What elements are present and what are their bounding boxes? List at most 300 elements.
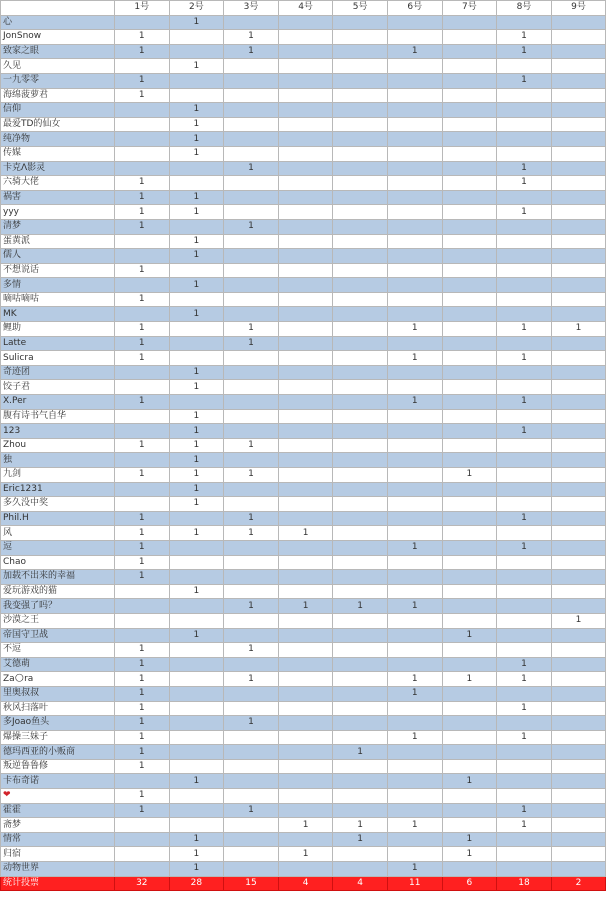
- vote-cell[interactable]: [387, 336, 442, 351]
- name-cell[interactable]: 卡布奇诺: [1, 774, 115, 789]
- total-cell[interactable]: 2: [551, 876, 606, 891]
- vote-cell[interactable]: [387, 205, 442, 220]
- vote-cell[interactable]: [442, 409, 497, 424]
- vote-cell[interactable]: [278, 219, 333, 234]
- vote-cell[interactable]: [497, 832, 552, 847]
- vote-cell[interactable]: [224, 628, 279, 643]
- vote-cell[interactable]: 1: [497, 672, 552, 687]
- vote-cell[interactable]: [224, 818, 279, 833]
- name-cell[interactable]: 123: [1, 424, 115, 439]
- vote-cell[interactable]: [333, 205, 388, 220]
- vote-cell[interactable]: [497, 774, 552, 789]
- vote-cell[interactable]: [442, 745, 497, 760]
- vote-cell[interactable]: [442, 161, 497, 176]
- vote-cell[interactable]: [551, 497, 606, 512]
- vote-cell[interactable]: [278, 657, 333, 672]
- name-cell[interactable]: 儒人: [1, 249, 115, 264]
- vote-cell[interactable]: [278, 15, 333, 30]
- vote-cell[interactable]: 1: [497, 351, 552, 366]
- vote-cell[interactable]: 1: [224, 511, 279, 526]
- vote-cell[interactable]: [442, 380, 497, 395]
- vote-cell[interactable]: [497, 643, 552, 658]
- name-cell[interactable]: 九剑: [1, 468, 115, 483]
- vote-cell[interactable]: [224, 774, 279, 789]
- vote-cell[interactable]: 1: [115, 219, 170, 234]
- vote-cell[interactable]: [333, 190, 388, 205]
- vote-cell[interactable]: [442, 263, 497, 278]
- vote-cell[interactable]: [333, 847, 388, 862]
- vote-cell[interactable]: [224, 686, 279, 701]
- vote-cell[interactable]: 1: [169, 15, 224, 30]
- vote-cell[interactable]: [333, 789, 388, 804]
- vote-cell[interactable]: [551, 395, 606, 410]
- vote-cell[interactable]: [278, 497, 333, 512]
- vote-cell[interactable]: [278, 73, 333, 88]
- vote-cell[interactable]: [551, 745, 606, 760]
- vote-cell[interactable]: 1: [387, 599, 442, 614]
- vote-cell[interactable]: [333, 570, 388, 585]
- vote-cell[interactable]: 1: [497, 44, 552, 59]
- vote-cell[interactable]: 1: [497, 701, 552, 716]
- vote-cell[interactable]: [278, 161, 333, 176]
- vote-cell[interactable]: [442, 117, 497, 132]
- vote-cell[interactable]: [387, 59, 442, 74]
- vote-cell[interactable]: 1: [224, 643, 279, 658]
- name-cell[interactable]: 帝国守卫战: [1, 628, 115, 643]
- vote-cell[interactable]: [551, 643, 606, 658]
- vote-cell[interactable]: [387, 701, 442, 716]
- vote-cell[interactable]: 1: [224, 672, 279, 687]
- name-cell[interactable]: 一九零零: [1, 73, 115, 88]
- vote-cell[interactable]: [224, 117, 279, 132]
- vote-cell[interactable]: [115, 409, 170, 424]
- vote-cell[interactable]: [333, 117, 388, 132]
- vote-cell[interactable]: [497, 263, 552, 278]
- vote-cell[interactable]: [278, 511, 333, 526]
- vote-cell[interactable]: 1: [115, 570, 170, 585]
- vote-cell[interactable]: [551, 380, 606, 395]
- vote-cell[interactable]: [169, 745, 224, 760]
- vote-cell[interactable]: [333, 468, 388, 483]
- name-cell[interactable]: 久见: [1, 59, 115, 74]
- vote-cell[interactable]: 1: [169, 468, 224, 483]
- vote-cell[interactable]: [551, 584, 606, 599]
- vote-cell[interactable]: [551, 774, 606, 789]
- name-cell[interactable]: 腹有诗书气自华: [1, 409, 115, 424]
- vote-cell[interactable]: [224, 570, 279, 585]
- vote-cell[interactable]: 1: [224, 336, 279, 351]
- vote-cell[interactable]: [387, 745, 442, 760]
- name-cell[interactable]: ❤: [1, 789, 115, 804]
- vote-cell[interactable]: [224, 789, 279, 804]
- vote-cell[interactable]: [551, 789, 606, 804]
- vote-cell[interactable]: 1: [115, 511, 170, 526]
- vote-cell[interactable]: [278, 759, 333, 774]
- name-cell[interactable]: 鲤助: [1, 322, 115, 337]
- vote-cell[interactable]: 1: [387, 672, 442, 687]
- vote-cell[interactable]: 1: [333, 832, 388, 847]
- vote-cell[interactable]: [551, 365, 606, 380]
- vote-cell[interactable]: [169, 395, 224, 410]
- vote-cell[interactable]: [551, 862, 606, 877]
- vote-cell[interactable]: 1: [169, 424, 224, 439]
- vote-cell[interactable]: [551, 263, 606, 278]
- vote-cell[interactable]: [551, 146, 606, 161]
- vote-cell[interactable]: [551, 190, 606, 205]
- header-cell[interactable]: 8号: [497, 1, 552, 16]
- vote-cell[interactable]: [551, 818, 606, 833]
- header-cell[interactable]: 1号: [115, 1, 170, 16]
- header-cell[interactable]: 4号: [278, 1, 333, 16]
- vote-cell[interactable]: [442, 657, 497, 672]
- vote-cell[interactable]: [278, 249, 333, 264]
- vote-cell[interactable]: 1: [333, 745, 388, 760]
- vote-cell[interactable]: [169, 555, 224, 570]
- vote-cell[interactable]: [333, 59, 388, 74]
- vote-cell[interactable]: [387, 526, 442, 541]
- vote-cell[interactable]: 1: [115, 526, 170, 541]
- vote-cell[interactable]: 1: [169, 380, 224, 395]
- vote-cell[interactable]: [442, 584, 497, 599]
- vote-cell[interactable]: [115, 103, 170, 118]
- vote-cell[interactable]: [333, 176, 388, 191]
- vote-cell[interactable]: 1: [169, 453, 224, 468]
- vote-cell[interactable]: [333, 161, 388, 176]
- vote-cell[interactable]: [551, 161, 606, 176]
- vote-cell[interactable]: [442, 103, 497, 118]
- vote-cell[interactable]: [387, 190, 442, 205]
- name-cell[interactable]: 不逗: [1, 643, 115, 658]
- vote-cell[interactable]: [278, 409, 333, 424]
- vote-cell[interactable]: [551, 219, 606, 234]
- vote-cell[interactable]: [551, 30, 606, 45]
- vote-cell[interactable]: 1: [442, 672, 497, 687]
- vote-cell[interactable]: [115, 628, 170, 643]
- vote-cell[interactable]: [278, 132, 333, 147]
- vote-cell[interactable]: 1: [551, 613, 606, 628]
- vote-cell[interactable]: [333, 278, 388, 293]
- vote-cell[interactable]: [442, 526, 497, 541]
- vote-cell[interactable]: [333, 292, 388, 307]
- vote-cell[interactable]: [497, 380, 552, 395]
- vote-cell[interactable]: [224, 146, 279, 161]
- vote-cell[interactable]: [224, 540, 279, 555]
- vote-cell[interactable]: 1: [115, 73, 170, 88]
- vote-cell[interactable]: [442, 730, 497, 745]
- vote-cell[interactable]: [551, 453, 606, 468]
- vote-cell[interactable]: [497, 307, 552, 322]
- vote-cell[interactable]: [497, 526, 552, 541]
- name-cell[interactable]: Zhou: [1, 438, 115, 453]
- vote-cell[interactable]: [387, 117, 442, 132]
- vote-cell[interactable]: 1: [115, 657, 170, 672]
- vote-cell[interactable]: [115, 59, 170, 74]
- vote-cell[interactable]: [333, 409, 388, 424]
- vote-cell[interactable]: 1: [169, 307, 224, 322]
- vote-cell[interactable]: 1: [169, 526, 224, 541]
- vote-cell[interactable]: [169, 219, 224, 234]
- vote-cell[interactable]: 1: [333, 599, 388, 614]
- vote-cell[interactable]: [333, 584, 388, 599]
- name-cell[interactable]: 不想说话: [1, 263, 115, 278]
- vote-cell[interactable]: [442, 176, 497, 191]
- vote-cell[interactable]: [278, 628, 333, 643]
- vote-cell[interactable]: [387, 380, 442, 395]
- vote-cell[interactable]: [333, 482, 388, 497]
- vote-cell[interactable]: [278, 803, 333, 818]
- name-cell[interactable]: JonSnow: [1, 30, 115, 45]
- vote-cell[interactable]: 1: [387, 730, 442, 745]
- vote-cell[interactable]: [224, 15, 279, 30]
- vote-cell[interactable]: 1: [387, 351, 442, 366]
- vote-cell[interactable]: [387, 176, 442, 191]
- vote-cell[interactable]: [224, 234, 279, 249]
- vote-cell[interactable]: 1: [442, 628, 497, 643]
- name-cell[interactable]: MK: [1, 307, 115, 322]
- vote-cell[interactable]: [442, 497, 497, 512]
- vote-cell[interactable]: [497, 292, 552, 307]
- vote-cell[interactable]: [497, 190, 552, 205]
- vote-cell[interactable]: [333, 686, 388, 701]
- vote-cell[interactable]: [551, 307, 606, 322]
- vote-cell[interactable]: [224, 409, 279, 424]
- vote-cell[interactable]: [115, 482, 170, 497]
- vote-cell[interactable]: [442, 701, 497, 716]
- vote-cell[interactable]: [497, 103, 552, 118]
- vote-cell[interactable]: [115, 584, 170, 599]
- vote-cell[interactable]: [278, 862, 333, 877]
- vote-cell[interactable]: [278, 482, 333, 497]
- vote-cell[interactable]: [278, 322, 333, 337]
- vote-cell[interactable]: [169, 716, 224, 731]
- vote-cell[interactable]: [551, 657, 606, 672]
- vote-cell[interactable]: [442, 219, 497, 234]
- vote-cell[interactable]: 1: [278, 599, 333, 614]
- vote-cell[interactable]: [224, 424, 279, 439]
- vote-cell[interactable]: [333, 234, 388, 249]
- vote-cell[interactable]: [169, 672, 224, 687]
- vote-cell[interactable]: [224, 862, 279, 877]
- total-cell[interactable]: 4: [278, 876, 333, 891]
- vote-cell[interactable]: [387, 584, 442, 599]
- vote-cell[interactable]: 1: [442, 468, 497, 483]
- vote-cell[interactable]: [497, 716, 552, 731]
- name-cell[interactable]: 多Joao鱼头: [1, 716, 115, 731]
- vote-cell[interactable]: [442, 759, 497, 774]
- vote-cell[interactable]: [551, 482, 606, 497]
- vote-cell[interactable]: [115, 161, 170, 176]
- vote-cell[interactable]: [387, 570, 442, 585]
- vote-cell[interactable]: [224, 73, 279, 88]
- total-cell[interactable]: 4: [333, 876, 388, 891]
- vote-cell[interactable]: [551, 701, 606, 716]
- total-cell[interactable]: 6: [442, 876, 497, 891]
- vote-cell[interactable]: [387, 613, 442, 628]
- vote-cell[interactable]: [497, 278, 552, 293]
- vote-cell[interactable]: 1: [333, 818, 388, 833]
- name-cell[interactable]: Eric1231: [1, 482, 115, 497]
- vote-cell[interactable]: [278, 613, 333, 628]
- vote-cell[interactable]: 1: [115, 468, 170, 483]
- vote-cell[interactable]: 1: [387, 862, 442, 877]
- vote-cell[interactable]: [333, 540, 388, 555]
- vote-cell[interactable]: [169, 570, 224, 585]
- vote-cell[interactable]: [551, 424, 606, 439]
- vote-cell[interactable]: [442, 73, 497, 88]
- vote-cell[interactable]: [497, 249, 552, 264]
- vote-cell[interactable]: [551, 468, 606, 483]
- vote-cell[interactable]: [224, 395, 279, 410]
- vote-cell[interactable]: [387, 263, 442, 278]
- vote-cell[interactable]: [442, 205, 497, 220]
- vote-cell[interactable]: [224, 292, 279, 307]
- vote-cell[interactable]: 1: [115, 395, 170, 410]
- vote-cell[interactable]: [115, 278, 170, 293]
- vote-cell[interactable]: [333, 862, 388, 877]
- vote-cell[interactable]: 1: [115, 30, 170, 45]
- name-cell[interactable]: 最爱TD的仙女: [1, 117, 115, 132]
- vote-cell[interactable]: [497, 570, 552, 585]
- name-cell[interactable]: 致家之眼: [1, 44, 115, 59]
- vote-cell[interactable]: [551, 351, 606, 366]
- vote-cell[interactable]: [278, 453, 333, 468]
- vote-cell[interactable]: [497, 628, 552, 643]
- vote-cell[interactable]: [497, 234, 552, 249]
- vote-cell[interactable]: [442, 336, 497, 351]
- vote-cell[interactable]: [169, 730, 224, 745]
- vote-cell[interactable]: [551, 409, 606, 424]
- vote-cell[interactable]: [497, 409, 552, 424]
- vote-cell[interactable]: [551, 511, 606, 526]
- vote-cell[interactable]: [169, 613, 224, 628]
- vote-cell[interactable]: [278, 468, 333, 483]
- vote-cell[interactable]: 1: [115, 336, 170, 351]
- vote-cell[interactable]: [497, 219, 552, 234]
- vote-cell[interactable]: [551, 628, 606, 643]
- vote-cell[interactable]: [551, 176, 606, 191]
- vote-cell[interactable]: [551, 730, 606, 745]
- vote-cell[interactable]: 1: [497, 395, 552, 410]
- vote-cell[interactable]: [278, 745, 333, 760]
- vote-cell[interactable]: [278, 424, 333, 439]
- vote-cell[interactable]: [551, 686, 606, 701]
- vote-cell[interactable]: [442, 686, 497, 701]
- vote-cell[interactable]: 1: [115, 672, 170, 687]
- vote-cell[interactable]: [387, 161, 442, 176]
- vote-cell[interactable]: [224, 380, 279, 395]
- vote-cell[interactable]: [278, 438, 333, 453]
- vote-cell[interactable]: [387, 73, 442, 88]
- name-cell[interactable]: 里奥叔叔: [1, 686, 115, 701]
- vote-cell[interactable]: 1: [497, 30, 552, 45]
- name-cell[interactable]: 爱玩游戏的猫: [1, 584, 115, 599]
- vote-cell[interactable]: [387, 438, 442, 453]
- vote-cell[interactable]: 1: [278, 847, 333, 862]
- vote-cell[interactable]: [551, 15, 606, 30]
- name-cell[interactable]: 六骑大佬: [1, 176, 115, 191]
- vote-cell[interactable]: [169, 759, 224, 774]
- name-cell[interactable]: 斋梦: [1, 818, 115, 833]
- vote-cell[interactable]: [169, 686, 224, 701]
- vote-cell[interactable]: 1: [497, 540, 552, 555]
- vote-cell[interactable]: 1: [115, 292, 170, 307]
- vote-cell[interactable]: 1: [278, 818, 333, 833]
- vote-cell[interactable]: 1: [115, 730, 170, 745]
- name-cell[interactable]: 加载不出来的幸福: [1, 570, 115, 585]
- vote-cell[interactable]: [442, 292, 497, 307]
- vote-cell[interactable]: [387, 643, 442, 658]
- vote-cell[interactable]: [442, 789, 497, 804]
- vote-cell[interactable]: [278, 686, 333, 701]
- vote-cell[interactable]: 1: [224, 44, 279, 59]
- vote-cell[interactable]: [224, 278, 279, 293]
- vote-cell[interactable]: [551, 716, 606, 731]
- vote-cell[interactable]: [224, 88, 279, 103]
- vote-cell[interactable]: [497, 613, 552, 628]
- vote-cell[interactable]: 1: [497, 73, 552, 88]
- vote-cell[interactable]: 1: [115, 351, 170, 366]
- vote-cell[interactable]: 1: [224, 161, 279, 176]
- vote-cell[interactable]: [278, 380, 333, 395]
- vote-cell[interactable]: [442, 482, 497, 497]
- vote-cell[interactable]: [387, 30, 442, 45]
- vote-cell[interactable]: [442, 540, 497, 555]
- vote-cell[interactable]: [442, 818, 497, 833]
- vote-cell[interactable]: [551, 759, 606, 774]
- vote-cell[interactable]: 1: [169, 497, 224, 512]
- vote-cell[interactable]: 1: [115, 686, 170, 701]
- vote-cell[interactable]: [442, 803, 497, 818]
- vote-cell[interactable]: [169, 336, 224, 351]
- vote-cell[interactable]: 1: [224, 526, 279, 541]
- vote-cell[interactable]: [442, 395, 497, 410]
- vote-cell[interactable]: [497, 847, 552, 862]
- vote-cell[interactable]: [497, 336, 552, 351]
- vote-cell[interactable]: [551, 117, 606, 132]
- name-cell[interactable]: 卡克Λ影灵: [1, 161, 115, 176]
- vote-cell[interactable]: 1: [169, 409, 224, 424]
- vote-cell[interactable]: [497, 686, 552, 701]
- vote-cell[interactable]: [278, 117, 333, 132]
- name-cell[interactable]: Phil.H: [1, 511, 115, 526]
- vote-cell[interactable]: [387, 307, 442, 322]
- vote-cell[interactable]: [169, 88, 224, 103]
- vote-cell[interactable]: [169, 540, 224, 555]
- name-cell[interactable]: 我变强了吗？: [1, 599, 115, 614]
- vote-cell[interactable]: [551, 292, 606, 307]
- vote-cell[interactable]: [333, 307, 388, 322]
- vote-cell[interactable]: [169, 322, 224, 337]
- vote-cell[interactable]: [278, 672, 333, 687]
- vote-cell[interactable]: 1: [169, 146, 224, 161]
- vote-cell[interactable]: [387, 132, 442, 147]
- vote-cell[interactable]: 1: [497, 803, 552, 818]
- vote-cell[interactable]: [497, 862, 552, 877]
- vote-cell[interactable]: [169, 599, 224, 614]
- vote-cell[interactable]: [387, 278, 442, 293]
- vote-cell[interactable]: 1: [169, 365, 224, 380]
- vote-cell[interactable]: [551, 73, 606, 88]
- vote-cell[interactable]: [224, 103, 279, 118]
- vote-cell[interactable]: [169, 701, 224, 716]
- vote-cell[interactable]: [278, 701, 333, 716]
- vote-cell[interactable]: [387, 555, 442, 570]
- vote-cell[interactable]: 1: [115, 88, 170, 103]
- vote-cell[interactable]: [169, 657, 224, 672]
- vote-cell[interactable]: [333, 219, 388, 234]
- name-cell[interactable]: 信仰: [1, 103, 115, 118]
- vote-cell[interactable]: [224, 701, 279, 716]
